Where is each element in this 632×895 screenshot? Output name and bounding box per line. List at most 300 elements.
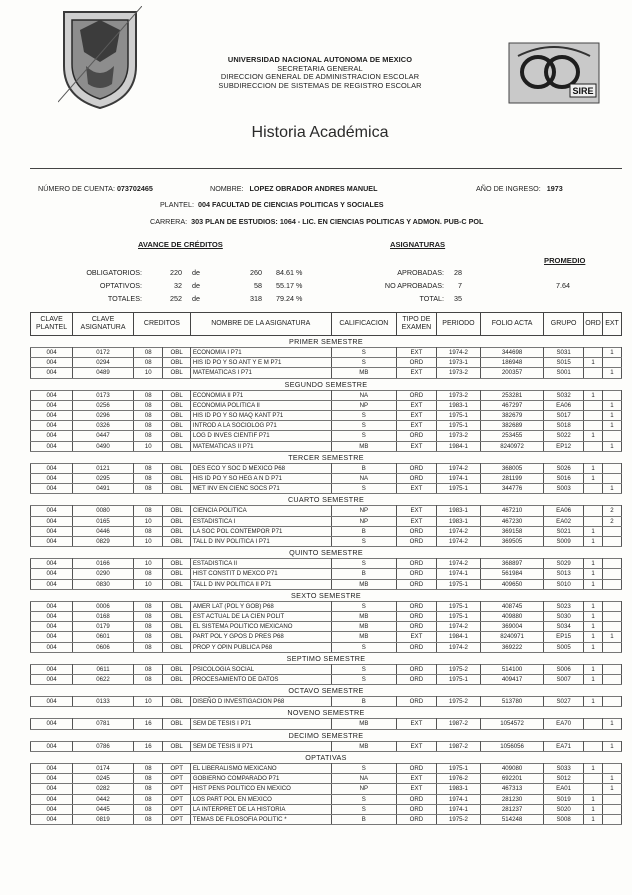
cell-creditos: 10 [134,559,163,569]
cell-ord [584,400,603,410]
cell-folio-acta: 8240971 [481,632,544,642]
cell-clave-asignatura: 0786 [73,741,134,751]
cell-clave-plantel: 004 [31,622,73,632]
grades-table-body [31,336,622,825]
cell-creditos: 08 [134,390,163,400]
cell-calificacion: NP [331,784,396,794]
cell-periodo: 1975-2 [436,664,480,674]
cell-clave-asignatura: 0781 [73,719,134,729]
table-row [31,774,622,784]
cell-calificacion: MB [331,579,396,589]
cell-creditos: 08 [134,506,163,516]
cell-nombre-asignatura: PROCESAMIENTO DE DATOS [190,675,331,685]
cell-tipo-examen: EXT [396,441,436,451]
cell-nombre-asignatura: PROP Y OPIN PUBLICA P68 [190,642,331,652]
semester-heading [31,729,622,741]
cell-ext [603,601,622,611]
col-clave-plantel: CLAVE PLANTEL [31,313,73,336]
cell-nombre-asignatura: TEMAS DE FILOSOFIA POLITIC * [190,814,331,824]
cell-tipo-examen: EXT [396,719,436,729]
cell-grupo: S034 [544,622,584,632]
cell-periodo: 1974-1 [436,804,480,814]
semester-title: PRIMER SEMESTRE [289,337,363,346]
cell-clave-plantel: 004 [31,763,73,773]
cell-tipo-examen: EXT [396,632,436,642]
cell-periodo: 1974-2 [436,348,480,358]
cell-tipo-credito: OBL [163,612,190,622]
cell-folio-acta: 281230 [481,794,544,804]
page-title: Historia Académica [251,124,389,141]
cell-ord: 1 [584,559,603,569]
plantel-label: PLANTEL: [160,200,194,209]
cell-creditos: 08 [134,814,163,824]
cell-nombre-asignatura: LOG D INVES CIENTIF P71 [190,431,331,441]
cell-nombre-asignatura: ECONOMIA II P71 [190,390,331,400]
table-row [31,601,622,611]
cell-ord [584,368,603,378]
cell-nombre-asignatura: HIS ID PO Y SO MAQ KANT P71 [190,411,331,421]
col-tipo-examen: TIPO DE EXAMEN [396,313,436,336]
cell-tipo-examen: ORD [396,794,436,804]
cell-clave-plantel: 004 [31,484,73,494]
cell-ord: 1 [584,601,603,611]
semester-heading [31,685,622,697]
cell-ext: 1 [603,400,622,410]
nombre-value: LOPEZ OBRADOR ANDRES MANUEL [249,184,378,193]
nombre-row [210,184,377,193]
cell-clave-plantel: 004 [31,697,73,707]
cell-creditos: 08 [134,675,163,685]
cell-periodo: 1987-2 [436,741,480,751]
cell-ord: 1 [584,463,603,473]
cell-periodo: 1975-1 [436,763,480,773]
no-aprobadas-value: 7 [458,281,462,290]
cell-periodo: 1975-1 [436,579,480,589]
cell-grupo: S027 [544,697,584,707]
cell-nombre-asignatura: TALL D INV POLITICA II P71 [190,579,331,589]
cell-nombre-asignatura: HIS ID PO Y SO ANT Y E M P71 [190,358,331,368]
cell-clave-asignatura: 0294 [73,358,134,368]
semester-heading [31,451,622,463]
cell-clave-plantel: 004 [31,814,73,824]
cell-tipo-examen: EXT [396,516,436,526]
cell-tipo-examen: ORD [396,804,436,814]
cell-clave-asignatura: 0174 [73,763,134,773]
cell-ext: 1 [603,421,622,431]
table-row [31,516,622,526]
cell-ord [584,484,603,494]
cell-periodo: 1984-1 [436,441,480,451]
cell-grupo: S007 [544,675,584,685]
cell-tipo-credito: OPT [163,784,190,794]
cell-clave-plantel: 004 [31,400,73,410]
cell-ext [603,642,622,652]
cell-ord [584,421,603,431]
cell-calificacion: S [331,411,396,421]
cell-clave-asignatura: 0326 [73,421,134,431]
cell-grupo: S001 [544,368,584,378]
cell-ord [584,411,603,421]
table-row [31,642,622,652]
cell-ext [603,569,622,579]
cell-periodo: 1976-2 [436,774,480,784]
cell-tipo-examen: EXT [396,784,436,794]
cell-ord: 1 [584,794,603,804]
cell-tipo-credito: OBL [163,642,190,652]
cell-tipo-examen: ORD [396,664,436,674]
cell-periodo: 1973-2 [436,368,480,378]
cell-grupo: EA06 [544,506,584,516]
cell-ord: 1 [584,569,603,579]
cell-ext [603,463,622,473]
cell-periodo: 1987-2 [436,719,480,729]
semester-title: SEGUNDO SEMESTRE [284,379,368,389]
cell-calificacion: NP [331,516,396,526]
cell-ext [603,526,622,536]
cell-creditos: 08 [134,400,163,410]
cell-ord [584,441,603,451]
cell-ord [584,774,603,784]
cell-calificacion: MB [331,441,396,451]
cell-folio-acta: 409417 [481,675,544,685]
cell-tipo-examen: ORD [396,559,436,569]
optativos-value: 32 [174,281,182,290]
cell-clave-plantel: 004 [31,559,73,569]
semester-heading [31,494,622,506]
cell-clave-plantel: 004 [31,664,73,674]
cell-creditos: 08 [134,358,163,368]
col-calificacion: CALIFICACION [331,313,396,336]
plantel-value: 004 FACULTAD DE CIENCIAS POLITICAS Y SOCIALES [197,200,384,209]
cell-clave-asignatura: 0172 [73,348,134,358]
cell-periodo: 1984-1 [436,632,480,642]
cell-nombre-asignatura: DISEÑO D INVESTIGACION P68 [190,697,331,707]
cell-calificacion: MB [331,632,396,642]
obligatorios-total: 260 [250,268,262,277]
cell-grupo: S021 [544,526,584,536]
cell-nombre-asignatura: PART POL Y GPOS D PRES P68 [190,632,331,642]
cell-nombre-asignatura: ESTADISTICA II [190,559,331,569]
cell-tipo-examen: ORD [396,569,436,579]
cell-tipo-credito: OBL [163,411,190,421]
cell-ext [603,559,622,569]
cell-grupo: S019 [544,794,584,804]
cell-creditos: 08 [134,774,163,784]
cell-creditos: 10 [134,516,163,526]
cell-clave-plantel: 004 [31,506,73,516]
cell-clave-asignatura: 0829 [73,537,134,547]
cell-tipo-credito: OBL [163,632,190,642]
cell-clave-asignatura: 0819 [73,814,134,824]
cell-tipo-examen: ORD [396,612,436,622]
cell-clave-plantel: 004 [31,741,73,751]
cell-tipo-credito: OBL [163,719,190,729]
table-row [31,784,622,794]
cell-nombre-asignatura: MATEMATICAS I P71 [190,368,331,378]
cell-tipo-credito: OBL [163,431,190,441]
cell-tipo-examen: EXT [396,506,436,516]
cell-calificacion: B [331,697,396,707]
cuenta-value: 073702465 [116,184,153,193]
table-row [31,569,622,579]
cell-tipo-examen: ORD [396,814,436,824]
cell-ext: 1 [603,348,622,358]
cell-folio-acta: 561984 [481,569,544,579]
cell-grupo: EA01 [544,784,584,794]
cell-clave-plantel: 004 [31,804,73,814]
obligatorios-de: de [192,268,200,277]
institution-header [160,56,480,90]
cell-folio-acta: 382689 [481,421,544,431]
cell-periodo: 1974-2 [436,463,480,473]
cell-ord: 1 [584,358,603,368]
cell-grupo: S029 [544,559,584,569]
cell-clave-plantel: 004 [31,601,73,611]
cell-clave-asignatura: 0447 [73,431,134,441]
cell-ord: 1 [584,526,603,536]
cell-clave-asignatura: 0606 [73,642,134,652]
totales-pct: 79.24 % [276,294,303,303]
cell-tipo-examen: ORD [396,601,436,611]
cell-creditos: 16 [134,719,163,729]
semester-heading [31,751,622,763]
cell-creditos: 08 [134,804,163,814]
cell-ext: 1 [603,484,622,494]
table-row [31,441,622,451]
cell-calificacion: NA [331,774,396,784]
cell-folio-acta: 200357 [481,368,544,378]
cell-grupo: S030 [544,612,584,622]
cell-nombre-asignatura: ESTADISTICA I [190,516,331,526]
cell-calificacion: NP [331,506,396,516]
cell-nombre-asignatura: MATEMATICAS II P71 [190,441,331,451]
cell-nombre-asignatura: TALL D INV POLITICA I P71 [190,537,331,547]
cell-periodo: 1974-2 [436,537,480,547]
cell-tipo-credito: OBL [163,601,190,611]
cell-tipo-credito: OBL [163,559,190,569]
cell-folio-acta: 253455 [481,431,544,441]
cell-folio-acta: 281237 [481,804,544,814]
cell-nombre-asignatura: ECONOMIA I P71 [190,348,331,358]
cell-nombre-asignatura: AMER LAT (POL Y GOB) P68 [190,601,331,611]
total-label: TOTAL: [419,294,444,303]
cell-clave-plantel: 004 [31,431,73,441]
cell-creditos: 08 [134,463,163,473]
cell-periodo: 1975-2 [436,697,480,707]
cell-grupo: S013 [544,569,584,579]
cell-grupo: S008 [544,814,584,824]
semester-heading [31,652,622,664]
cell-creditos: 08 [134,784,163,794]
nombre-label: NOMBRE: [210,184,244,193]
cell-tipo-examen: ORD [396,431,436,441]
cell-folio-acta: 369222 [481,642,544,652]
table-row [31,763,622,773]
cell-ord: 1 [584,537,603,547]
cell-folio-acta: 369004 [481,622,544,632]
cell-ord: 1 [584,622,603,632]
cell-clave-plantel: 004 [31,441,73,451]
cell-creditos: 08 [134,763,163,773]
cell-grupo: S017 [544,411,584,421]
cell-clave-plantel: 004 [31,794,73,804]
table-row [31,814,622,824]
cell-clave-asignatura: 0295 [73,474,134,484]
cell-clave-plantel: 004 [31,537,73,547]
cell-tipo-examen: EXT [396,774,436,784]
cell-folio-acta: 369505 [481,537,544,547]
cell-tipo-credito: OBL [163,506,190,516]
cell-ord: 1 [584,390,603,400]
cell-grupo: EA70 [544,719,584,729]
cell-ext [603,622,622,632]
cell-grupo: EP15 [544,632,584,642]
sire-logo-text: SIRE [572,86,594,96]
cell-ext [603,763,622,773]
table-row [31,506,622,516]
cell-ord: 1 [584,431,603,441]
cell-tipo-credito: OBL [163,537,190,547]
cell-nombre-asignatura: SEM DE TESIS I P71 [190,719,331,729]
cell-ext: 1 [603,774,622,784]
cell-tipo-examen: ORD [396,763,436,773]
cell-grupo: EP12 [544,441,584,451]
cell-ord: 1 [584,612,603,622]
semester-title: SEPTIMO SEMESTRE [286,653,366,663]
cell-tipo-credito: OPT [163,774,190,784]
table-row [31,390,622,400]
cell-periodo: 1983-1 [436,506,480,516]
grades-table-header [31,313,622,336]
cell-creditos: 10 [134,368,163,378]
cell-nombre-asignatura: CIENCIA POLITICA [190,506,331,516]
cell-tipo-examen: ORD [396,697,436,707]
cell-nombre-asignatura: ECONOMIA POLITICA II [190,400,331,410]
carrera-row [150,217,483,226]
carrera-label: CARRERA: [150,217,188,226]
cell-creditos: 08 [134,421,163,431]
cell-calificacion: MB [331,741,396,751]
cell-ord: 1 [584,804,603,814]
cell-calificacion: S [331,601,396,611]
cell-tipo-examen: EXT [396,484,436,494]
cell-calificacion: S [331,348,396,358]
cell-tipo-examen: ORD [396,642,436,652]
cell-clave-asignatura: 0168 [73,612,134,622]
cell-grupo: S012 [544,774,584,784]
cell-ext [603,804,622,814]
cell-ord: 1 [584,579,603,589]
cell-folio-acta: 8240972 [481,441,544,451]
cell-tipo-credito: OBL [163,421,190,431]
cell-tipo-examen: ORD [396,579,436,589]
cell-periodo: 1983-1 [436,784,480,794]
cell-ord: 1 [584,814,603,824]
cell-ext: 1 [603,441,622,451]
cell-ext [603,664,622,674]
cell-periodo: 1973-2 [436,390,480,400]
cell-nombre-asignatura: LA SOC POL CONTEMPOR P71 [190,526,331,536]
cell-clave-plantel: 004 [31,784,73,794]
totales-value: 252 [170,294,182,303]
cell-folio-acta: 1054572 [481,719,544,729]
cell-ext [603,612,622,622]
cell-clave-plantel: 004 [31,463,73,473]
cell-creditos: 08 [134,664,163,674]
cell-creditos: 10 [134,697,163,707]
cell-ord: 1 [584,697,603,707]
semester-title: CUARTO SEMESTRE [287,495,365,505]
cell-calificacion: S [331,559,396,569]
cell-nombre-asignatura: DES ECO Y SOC D MEXICO P68 [190,463,331,473]
cell-nombre-asignatura: LA INTERPRET DE LA HISTORIA [190,804,331,814]
cell-nombre-asignatura: MET INV EN CIENC SOCS P71 [190,484,331,494]
cell-calificacion: NP [331,400,396,410]
obligatorios-value: 220 [170,268,182,277]
cell-periodo: 1974-2 [436,526,480,536]
table-row [31,559,622,569]
cell-folio-acta: 344776 [481,484,544,494]
cell-nombre-asignatura: HIS ID PO Y SO HEG A N D P71 [190,474,331,484]
cell-periodo: 1975-1 [436,421,480,431]
semester-title: DECIMO SEMESTRE [288,730,364,740]
cell-creditos: 08 [134,622,163,632]
cell-ord [584,784,603,794]
col-folio-acta: FOLIO ACTA [481,313,544,336]
cell-ext [603,697,622,707]
cell-periodo: 1975-1 [436,484,480,494]
cell-nombre-asignatura: PSICOLOGIA SOCIAL [190,664,331,674]
cell-clave-plantel: 004 [31,348,73,358]
cell-clave-plantel: 004 [31,569,73,579]
table-row [31,526,622,536]
table-row [31,400,622,410]
table-row [31,537,622,547]
cell-tipo-credito: OBL [163,664,190,674]
unam-seal-icon [58,6,142,110]
cell-ext [603,474,622,484]
cell-periodo: 1973-1 [436,358,480,368]
table-row [31,719,622,729]
cell-clave-plantel: 004 [31,774,73,784]
cell-ext: 2 [603,506,622,516]
ingreso-label: AÑO DE INGRESO: [476,184,541,193]
carrera-value: 303 PLAN DE ESTUDIOS: 1064 - LIC. EN CIENCIAS POLITICAS Y ADMON. PUB-C POL [191,217,484,226]
promedio-title: PROMEDIO [544,256,586,265]
cell-calificacion: MB [331,622,396,632]
cell-clave-asignatura: 0173 [73,390,134,400]
cell-periodo: 1975-1 [436,675,480,685]
col-ext: EXT [603,313,622,336]
cell-ext [603,537,622,547]
semester-heading [31,547,622,559]
obligatorios-pct: 84.61 % [276,268,303,277]
cell-tipo-credito: OBL [163,463,190,473]
cell-nombre-asignatura: INTROD A LA SOCIOLOG P71 [190,421,331,431]
asignaturas-title: ASIGNATURAS [390,240,446,249]
semester-title: NOVENO SEMESTRE [287,708,365,718]
cell-clave-asignatura: 0491 [73,484,134,494]
cell-tipo-credito: OBL [163,579,190,589]
cell-periodo: 1983-1 [436,516,480,526]
cell-creditos: 08 [134,411,163,421]
cell-folio-acta: 513780 [481,697,544,707]
cell-ext: 1 [603,719,622,729]
table-row [31,368,622,378]
cell-folio-acta: 382679 [481,411,544,421]
cell-creditos: 08 [134,612,163,622]
cell-tipo-credito: OBL [163,368,190,378]
